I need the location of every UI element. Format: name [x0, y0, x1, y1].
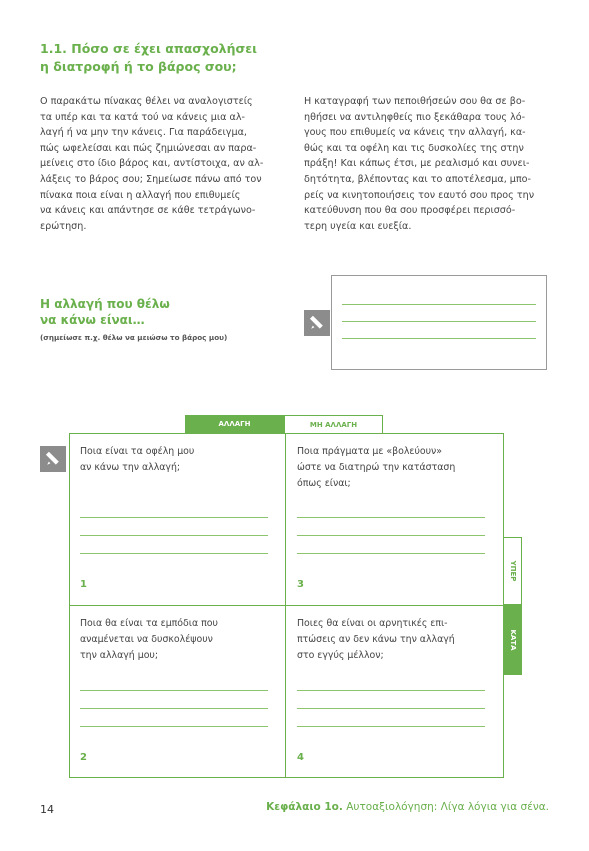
row-header-cons-label: ΚΑΤΑ [509, 629, 517, 651]
intro-line: Ο παρακάτω πίνακας θέλει να αναλογιστείς [40, 96, 253, 107]
intro-line: γους που επιθυμείς να κάνεις την αλλαγή, κα- [304, 127, 526, 139]
writing-line [80, 517, 268, 518]
writing-line [342, 338, 536, 339]
table-cell-2[interactable] [80, 616, 270, 664]
change-answer-box[interactable] [331, 275, 547, 370]
page-number: 14 [40, 803, 54, 816]
pencil-icon [304, 310, 330, 336]
question-line: ώστε να διατηρώ την κατάσταση [297, 462, 456, 473]
intro-line: να κάνεις και απάντησε σε κάθε τετράγωνο- [40, 205, 256, 217]
writing-line [297, 535, 485, 536]
question-line: πτώσεις αν δεν κάνω την αλλαγή [297, 634, 455, 645]
intro-line: λαγή ή να μην την κάνεις. Για παράδειγμα, [40, 127, 247, 139]
intro-left-column [40, 94, 284, 234]
intro-line: ηθήσει να αντιληφθείς πιο ξεκάθαρα τους λό- [304, 111, 526, 123]
cell-question [297, 444, 487, 492]
section-title-line2: η διατροφή ή το βάρος σου; [40, 59, 237, 74]
writing-line [80, 553, 268, 554]
chapter-footer [266, 801, 549, 813]
intro-line: λάξεις το βάρος σου; Σημείωσε πάνω από τον [40, 173, 262, 185]
cell-number: 2 [80, 752, 87, 763]
table-divider [69, 605, 504, 606]
intro-line: τα υπέρ και τα κατά τού να κάνεις μια αλ- [40, 111, 245, 123]
table-cell-4[interactable] [297, 616, 487, 664]
cell-question [80, 444, 270, 476]
cell-number: 4 [297, 752, 304, 763]
column-header-no-change: ΜΗ ΑΛΛΑΓΗ [284, 415, 383, 433]
question-line: αναμένεται να δυσκολέψουν [80, 634, 213, 645]
cell-question [80, 616, 270, 664]
question-line: όπως είναι; [297, 478, 351, 489]
writing-line [80, 690, 268, 691]
section-heading [40, 40, 280, 76]
intro-line: δητότητα, βλέποντας και το αποτέλεσμα, μπο- [304, 173, 532, 185]
writing-line [297, 553, 485, 554]
question-line: αν κάνω την αλλαγή; [80, 462, 181, 473]
intro-line: θώς και τα οφέλη και τις δυσκολίες της στην [304, 142, 524, 154]
change-hint: (σημείωσε π.χ. θέλω να μειώσω το βάρος μου) [40, 333, 228, 342]
intro-line: ρείς να κινητοποιήσεις τον εαυτό σου προς την [304, 189, 535, 201]
writing-line [297, 726, 485, 727]
intro-line: τερη υγεία και ευεξία. [304, 220, 412, 232]
intro-line: πίνακα ποια είναι η αλλαγή που επιθυμείς [40, 189, 241, 201]
question-line: Ποιες θα είναι οι αρνητικές επι- [297, 618, 448, 629]
writing-line [297, 690, 485, 691]
change-title [40, 296, 280, 328]
table-cell-3[interactable] [297, 444, 487, 492]
section-title-line1: Πόσο σε έχει απασχολήσει [71, 41, 258, 56]
writing-line [80, 726, 268, 727]
pencil-icon [40, 446, 66, 472]
section-number: 1.1. [40, 41, 67, 56]
intro-line: πράξη! Και κάπως έτσι, με ρεαλισμό και συνει- [304, 158, 530, 170]
row-header-pros [504, 537, 522, 605]
row-header-cons [504, 605, 522, 675]
question-line: την αλλαγή μου; [80, 650, 159, 661]
intro-line: μείνεις στο ίδιο βάρος και, αντίστοιχα, αν αλ- [40, 158, 264, 170]
cell-number: 3 [297, 579, 304, 590]
intro-line: πώς ωφελείσαι και πώς ζημιώνεσαι αν παρα- [40, 142, 257, 154]
writing-line [297, 517, 485, 518]
writing-line [80, 708, 268, 709]
writing-line [342, 304, 536, 305]
intro-line: Η καταγραφή των πεποιθήσεών σου θα σε βο- [304, 96, 526, 107]
row-header-pros-label: ΥΠΕΡ [508, 560, 517, 582]
chapter-title: Αυτοαξιολόγηση: Λίγα λόγια για σένα. [346, 801, 549, 813]
writing-line [342, 321, 536, 322]
writing-line [297, 708, 485, 709]
intro-right-column [304, 94, 548, 234]
intro-line: κατεύθυνση που θα σου προσφέρει περισσό- [304, 205, 516, 217]
question-line: Ποια θα είναι τα εμπόδια που [80, 618, 218, 629]
question-line: Ποια πράγματα με «βολεύουν» [297, 446, 443, 457]
intro-line: ερώτηση. [40, 220, 87, 232]
cell-question [297, 616, 487, 664]
change-title-line2: να κάνω είναι… [40, 313, 145, 327]
column-header-change: ΑΛΛΑΓΗ [185, 415, 284, 433]
question-line: στο εγγύς μέλλον; [297, 650, 384, 661]
cell-number: 1 [80, 579, 87, 590]
change-title-line1: Η αλλαγή που θέλω [40, 297, 170, 311]
chapter-label: Κεφάλαιο 1ο. [266, 801, 343, 813]
writing-line [80, 535, 268, 536]
table-cell-1[interactable] [80, 444, 270, 476]
question-line: Ποια είναι τα οφέλη μου [80, 446, 195, 457]
